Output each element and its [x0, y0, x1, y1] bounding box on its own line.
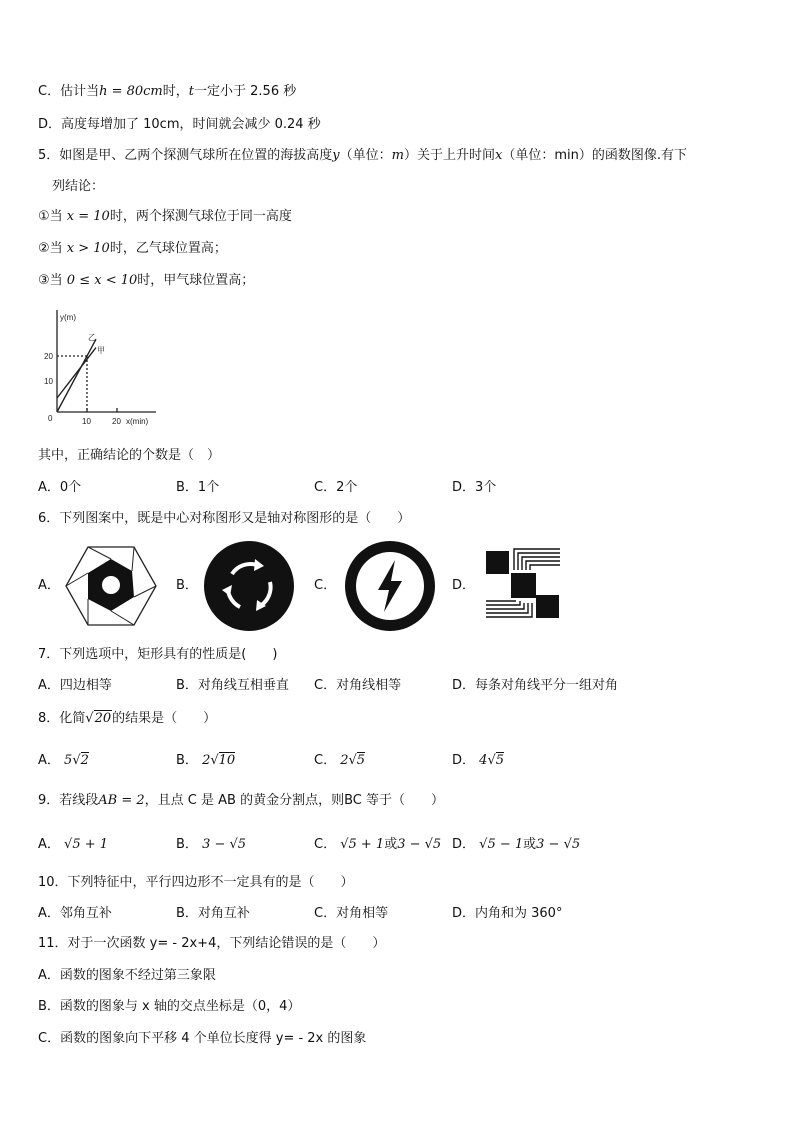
q9-option-a[interactable]	[38, 836, 108, 854]
q11-option-b[interactable]: B．函数的图象与 x 轴的交点坐标是（0，4）	[38, 999, 301, 1014]
math-var: t	[188, 84, 195, 99]
q9-option-c[interactable]	[314, 836, 441, 854]
coefficient: 2	[202, 753, 211, 768]
q5-statement-2	[38, 240, 227, 258]
q9-stem	[38, 792, 444, 810]
label: B．	[176, 837, 198, 852]
label: A．	[38, 753, 60, 768]
math-expr: √5 + 1	[340, 837, 385, 852]
text: 时，甲气球位置高；	[137, 273, 255, 288]
q6-option-a-label[interactable]: A．	[38, 578, 60, 593]
label: D．	[452, 837, 476, 852]
text: 9．若线段	[38, 793, 99, 808]
q7-option-b[interactable]: B．对角线互相垂直	[176, 678, 289, 693]
math-expr: AB = 2	[98, 793, 145, 808]
q9-option-b[interactable]	[176, 836, 246, 854]
q8-option-c[interactable]	[314, 752, 365, 770]
q8-stem	[38, 710, 216, 728]
q10-stem: 10．下列特征中，平行四边形不一定具有的是（ ）	[38, 875, 354, 890]
label: D．	[452, 753, 476, 768]
label: B．	[176, 753, 198, 768]
q11-option-a[interactable]: A．函数的图象不经过第三象限	[38, 968, 216, 983]
text: （单位：min）的函数图像.有下	[502, 148, 687, 163]
y-axis-label: y(m)	[60, 313, 76, 322]
text: 或	[384, 837, 398, 852]
radicand: 10	[218, 753, 236, 768]
q10-option-a[interactable]: A．邻角互补	[38, 906, 112, 921]
q8-option-d[interactable]	[452, 752, 504, 770]
math-expr: 3 − √5	[397, 837, 442, 852]
math-var: y	[332, 148, 340, 163]
q7-option-a[interactable]: A．四边相等	[38, 678, 112, 693]
x-tick-label-20: 20	[112, 417, 121, 426]
q9-option-d[interactable]	[452, 836, 580, 854]
math-expr: 0 ≤ x < 10	[66, 273, 138, 288]
label: C．	[314, 837, 337, 852]
text: ）关于上升时间	[403, 148, 495, 163]
x-axis-label: x(min)	[126, 417, 149, 426]
q10-option-d[interactable]: D．内角和为 360°	[452, 906, 563, 921]
series-line-jia	[57, 348, 96, 398]
math-expr: h = 80cm	[99, 84, 163, 99]
q5-option-b[interactable]: B．1个	[176, 480, 220, 495]
q7-option-c[interactable]: C．对角线相等	[314, 678, 402, 693]
text: 5．如图是甲、乙两个探测气球所在位置的海拔高度	[38, 148, 333, 163]
q7-stem: 7．下列选项中，矩形具有的性质是( )	[38, 647, 278, 662]
text: 时，两个探测气球位于同一高度	[109, 209, 292, 224]
q11-stem: 11．对于一次函数 y= - 2x+4，下列结论错误的是（ ）	[38, 936, 386, 951]
coefficient: 5	[64, 753, 73, 768]
math-expr: √5 − 1	[479, 837, 524, 852]
text: ②当	[38, 241, 67, 256]
series-label-yi: 乙	[88, 333, 96, 342]
radicand: 2	[80, 753, 89, 768]
text: 时，	[162, 84, 189, 99]
q4-option-d: D．高度每增加了 10cm，时间就会减少 0.24 秒	[38, 117, 321, 132]
text: （单位：	[339, 148, 392, 163]
text: ③当	[38, 273, 67, 288]
q8-option-a[interactable]	[38, 752, 89, 770]
q5-stem	[38, 147, 687, 165]
text: 时，乙气球位置高；	[109, 241, 227, 256]
q4-option-c	[38, 83, 296, 101]
hexagon-aperture-figure	[64, 545, 158, 627]
label: C．	[314, 753, 337, 768]
math-var: x	[495, 148, 503, 163]
q5-option-d[interactable]: D．3个	[452, 480, 497, 495]
math-expr: 3 − √5	[536, 837, 581, 852]
q6-option-c-label[interactable]: C．	[314, 578, 337, 593]
q10-option-b[interactable]: B．对角互补	[176, 906, 250, 921]
q7-option-d[interactable]: D．每条对角线平分一组对角	[452, 678, 619, 693]
altitude-graph	[38, 300, 188, 432]
text: ①当	[38, 209, 67, 224]
math-expr: x = 10	[66, 209, 110, 224]
q6-option-b-label[interactable]: B．	[176, 578, 198, 593]
y-tick-label-20: 20	[44, 352, 53, 361]
q10-option-c[interactable]: C．对角相等	[314, 906, 389, 921]
recycle-circle-figure	[202, 540, 296, 632]
x-tick-label-10: 10	[82, 417, 91, 426]
checker-stripes-figure	[484, 545, 562, 621]
q6-option-d-label[interactable]: D．	[452, 578, 476, 593]
math-expr: x > 10	[66, 241, 110, 256]
q11-option-c[interactable]: C．函数的图象向下平移 4 个单位长度得 y= - 2x 的图象	[38, 1031, 367, 1046]
text: 8．化简	[38, 711, 86, 726]
origin-label: 0	[48, 414, 53, 423]
q5-statement-1	[38, 208, 292, 226]
lightning-circle-figure	[342, 540, 438, 632]
y-tick-label-10: 10	[44, 377, 53, 386]
text: ，且点 C 是 AB 的黄金分割点，则BC 等于（ ）	[144, 793, 444, 808]
q5-option-a[interactable]: A．0个	[38, 480, 82, 495]
q5-option-c[interactable]: C．2个	[314, 480, 358, 495]
q5-stem-cont: 列结论：	[52, 179, 105, 194]
coefficient: 4	[479, 753, 488, 768]
text: 的结果是（ ）	[112, 711, 217, 726]
q5-statement-3	[38, 272, 254, 290]
text: C．估计当	[38, 84, 100, 99]
sqrt-symbol: √	[210, 753, 219, 768]
sqrt-symbol: √	[72, 753, 81, 768]
q6-stem: 6．下列图案中，既是中心对称图形又是轴对称图形的是（ ）	[38, 511, 411, 526]
coefficient: 2	[340, 753, 349, 768]
q8-option-b[interactable]	[176, 752, 235, 770]
series-line-yi	[57, 339, 96, 412]
q5-question: 其中，正确结论的个数是（ ）	[38, 448, 221, 463]
sqrt-symbol: √	[85, 711, 94, 726]
text: 或	[523, 837, 537, 852]
series-label-jia: 甲	[97, 346, 105, 355]
math-expr: √5 + 1	[64, 837, 109, 852]
radicand: 5	[356, 753, 366, 768]
radicand: 20	[94, 711, 112, 726]
math-var: m	[391, 148, 404, 163]
math-expr: 3 − √5	[202, 837, 247, 852]
text: 一定小于 2.56 秒	[194, 84, 297, 99]
label: A．	[38, 837, 60, 852]
radicand: 5	[495, 753, 505, 768]
sqrt-symbol: √	[348, 753, 357, 768]
sqrt-symbol: √	[487, 753, 496, 768]
